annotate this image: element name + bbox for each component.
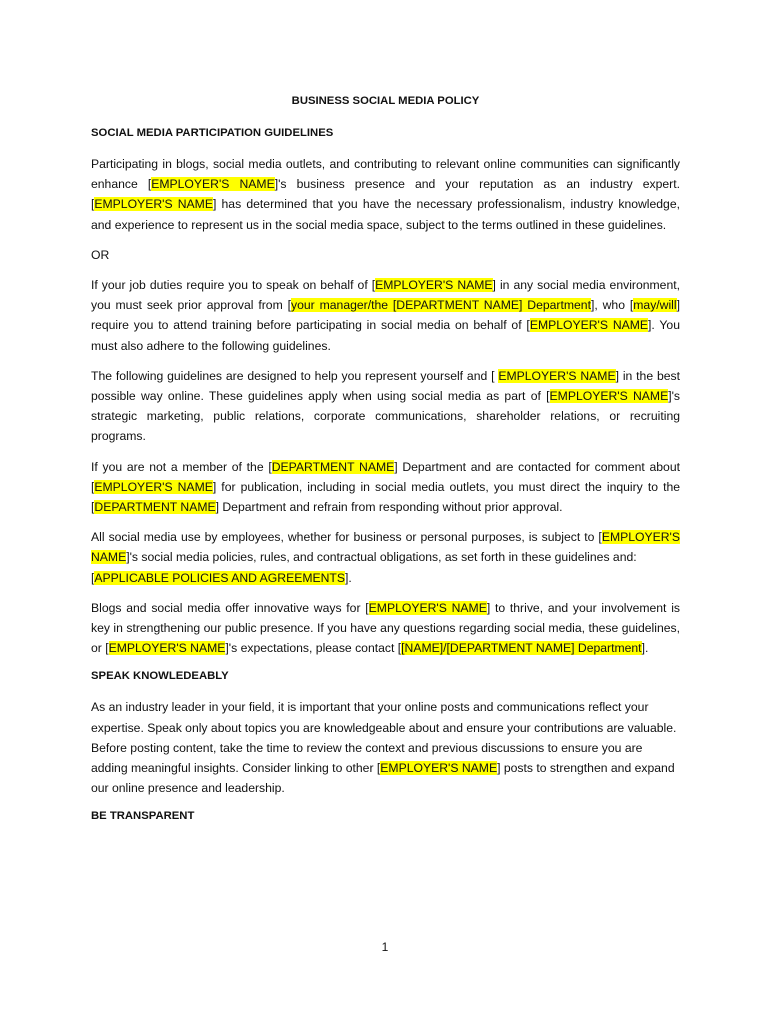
- placeholder-employer-name: EMPLOYER'S NAME: [94, 197, 213, 212]
- placeholder-applicable-policies: APPLICABLE POLICIES AND AGREEMENTS: [94, 570, 345, 585]
- placeholder-employer-name: EMPLOYER'S NAME: [380, 761, 498, 776]
- paragraph-department-inquiry: If you are not a member of the [DEPARTMENT NAME] Department and are contacted for comment about [EMPLOYER'S NAME] for publication, including in social media outlets, you must direct the inquiry to the [DEPARTMENT NAME] Department and refrain from responding without prior approval.: [91, 459, 681, 515]
- paragraph-social-media-use: All social media use by employees, whether for business or personal purposes, is subject to [EMPLOYER'S NAME]'s social media policies, rules, and contractual obligations, as set forth in these guidelines and: [APPLICABLE POLICIES AND AGREEMENTS].: [91, 530, 680, 585]
- placeholder-department-name: DEPARTMENT NAME: [94, 500, 216, 515]
- paragraph-guidelines-purpose: The following guidelines are designed to help you represent yourself and [ EMPLOYER'S NAME] in the best possible way online. These guidelines apply when using social media as part of [EMPLOYER'S NAME]'s strategic marketing, public relations, corporate communications, shareholder relations, or recruiting programs.: [91, 368, 681, 444]
- paragraph-or: OR: [91, 247, 110, 262]
- placeholder-employer-name: EMPLOYER'S NAME: [91, 530, 680, 565]
- paragraph-expertise: As an industry leader in your field, it is important that your online posts and communications reflect your expertise. Speak only about topics you are knowledgeable about and ensure your contributions are valuable. Before posting content, take the time to review the context and previous discussions to ensure you are adding meaningful insights. Consider linking to other [EMPLOYER'S NAME] posts to strengthen and expand our online presence and leadership.: [91, 700, 677, 796]
- document-page: [91, 93, 680, 837]
- placeholder-employer-name: EMPLOYER'S NAME: [151, 177, 275, 192]
- placeholder-employer-name: EMPLOYER'S NAME: [368, 600, 487, 615]
- placeholder-employer-name: EMPLOYER'S NAME: [108, 641, 226, 656]
- placeholder-department-name: DEPARTMENT NAME: [271, 459, 395, 474]
- placeholder-employer-name: EMPLOYER'S NAME: [529, 318, 649, 333]
- section-heading-be-transparent: BE TRANSPARENT: [91, 810, 195, 823]
- placeholder-name-department: [NAME]/[DEPARTMENT NAME] Department: [401, 641, 642, 656]
- placeholder-employer-name: EMPLOYER'S NAME: [375, 278, 493, 293]
- paragraph-blogs: Blogs and social media offer innovative ways for [EMPLOYER'S NAME] to thrive, and your involvement is key in strengthening our public presence. If you have any questions regarding social media, these guidelines, or [EMPLOYER'S NAME]'s expectations, please contact [[NAME]/[DEPARTMENT NAME] Department].: [91, 600, 680, 656]
- paragraph-intro: Participating in blogs, social media outlets, and contributing to relevant online communities can significantly enhance [EMPLOYER'S NAME]'s business presence and your reputation as an industry expert. [EMPLOYER'S NAME] has determined that you have the necessary professionalism, industry knowledge, and experience to represent us in the social media space, subject to the terms outlined in these guidelines.: [91, 157, 681, 232]
- placeholder-employer-name: EMPLOYER'S NAME: [94, 479, 213, 494]
- placeholder-employer-name: EMPLOYER'S NAME: [549, 389, 669, 404]
- placeholder-may-will: may/will: [633, 298, 677, 313]
- section-heading-speak-knowledgeably: SPEAK KNOWLEDEABLY: [91, 670, 229, 683]
- document-title: BUSINESS SOCIAL MEDIA POLICY: [291, 95, 480, 107]
- placeholder-employer-name: EMPLOYER'S NAME: [498, 368, 616, 383]
- page-number: 1: [381, 940, 389, 954]
- section-heading-participation: SOCIAL MEDIA PARTICIPATION GUIDELINES: [91, 127, 334, 139]
- placeholder-manager-department: your manager/the [DEPARTMENT NAME] Department: [291, 298, 591, 313]
- paragraph-job-duties: If your job duties require you to speak on behalf of [EMPLOYER'S NAME] in any social media environment, you must seek prior approval from [your manager/the [DEPARTMENT NAME] Department], who [may/will] require you to attend training before participating in social media on behalf of [EMPLOYER'S NAME]. You must also adhere to the following guidelines.: [91, 278, 680, 353]
